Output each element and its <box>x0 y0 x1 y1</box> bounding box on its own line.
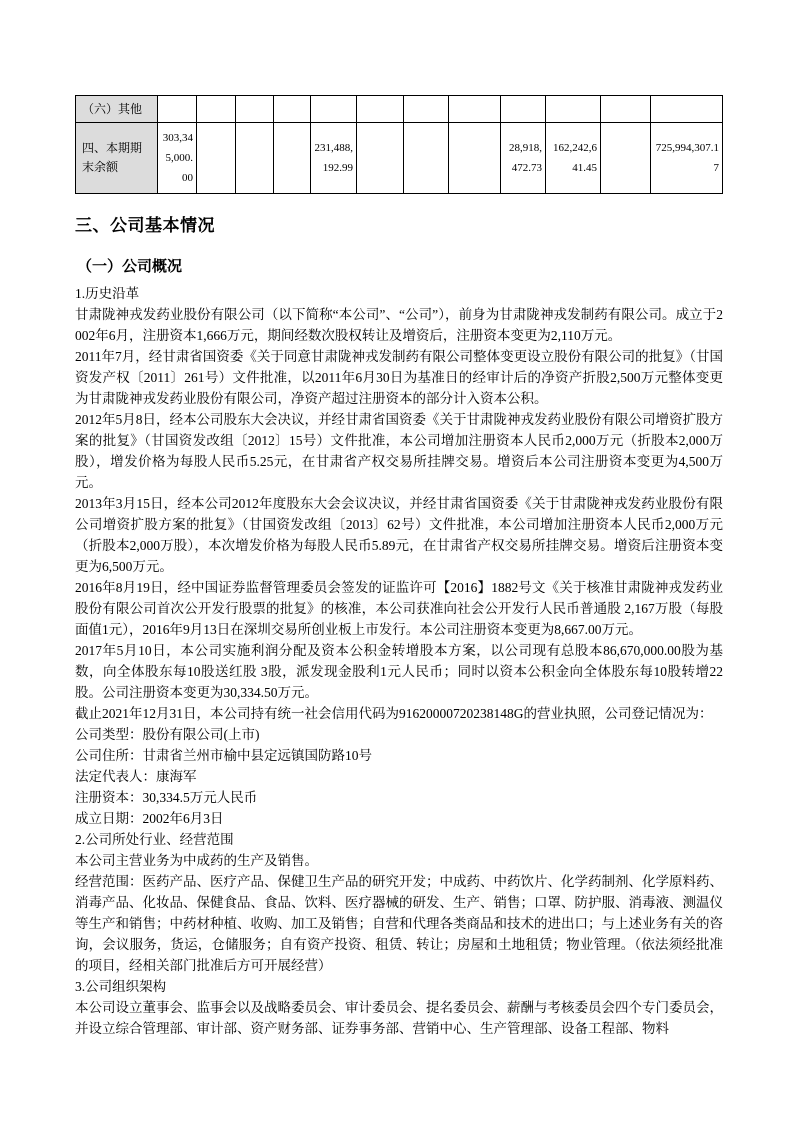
value-cell <box>501 96 546 123</box>
row-label-cell: （六）其他 <box>76 96 158 123</box>
paragraph: 甘肃陇神戎发药业股份有限公司（以下简称“本公司”、“公司”），前身为甘肃陇神戎发制药有限公司。成立于2002年6月，注册资本1,666万元，期间经数次股权转让及增资后，注册资本变更为2,110万元。 <box>75 307 723 343</box>
value-cell: 725,994,307.17 <box>651 123 723 194</box>
subsection-item-heading: 2.公司所处行业、经营范围 <box>75 832 234 847</box>
value-cell: 28,918,472.73 <box>501 123 546 194</box>
paragraph: 2017年5月10日，本公司实施利润分配及资本公积金转增股本方案，以公司现有总股本86,670,000.00股为基数，向全体股东每10股送红股 3股，派发现金股利1元人民币；同时以资本公积金向全体股东每10股转增22股。公司注册资本变更为30,334.50万元。 <box>75 643 723 700</box>
value-cell <box>404 123 449 194</box>
value-cell <box>158 96 197 123</box>
value-cell <box>404 96 449 123</box>
value-cell <box>651 96 723 123</box>
value-cell <box>274 96 311 123</box>
row-label-cell: 四、本期期末余额 <box>76 123 158 194</box>
paragraph: 截止2021年12月31日，本公司持有统一社会信用代码为91620000720238148G的营业执照，公司登记情况为： <box>75 706 713 721</box>
paragraph: 2013年3月15日，经本公司2012年度股东大会会议决议，并经甘肃省国资委《关于甘肃陇神戎发药业股份有限公司增资扩股方案的批复》（甘国资发改组〔2013〕62号）文件批准，本公司增加注册资本人民币2,000万元（折股本2,000万股），本次增发价格为每股人民币5.89元，在甘肃省产权交易所挂牌交易。增资后注册资本变更为6,500万元。 <box>75 496 723 574</box>
value-cell <box>197 96 236 123</box>
value-cell <box>236 96 274 123</box>
establish-date-line: 成立日期：2002年6月3日 <box>75 811 224 826</box>
value-cell <box>449 123 501 194</box>
value-cell <box>546 96 601 123</box>
value-cell <box>357 123 404 194</box>
table-row <box>76 96 723 123</box>
registered-capital-line: 注册资本：30,334.5万元人民币 <box>75 790 258 805</box>
value-cell <box>357 96 404 123</box>
table-row <box>76 123 723 194</box>
company-type-line: 公司类型：股份有限公司(上市) <box>75 727 260 742</box>
value-cell <box>601 123 651 194</box>
paragraph: 2011年7月，经甘肃省国资委《关于同意甘肃陇神戎发制药有限公司整体变更设立股份有限公司的批复》（甘国资发产权〔2011〕261号）文件批准，以2011年6月30日为基准日的经审计后的净资产折股2,500万元整体变更为甘肃陇神戎发药业股份有限公司，净资产超过注册资本的部分计入资本公积。 <box>75 349 723 406</box>
value-cell <box>449 96 501 123</box>
value-cell <box>236 123 274 194</box>
value-cell <box>274 123 311 194</box>
legal-representative-line: 法定代表人：康海军 <box>75 769 197 784</box>
value-cell <box>311 96 357 123</box>
subsection-item-heading: 3.公司组织架构 <box>75 979 167 994</box>
body-text <box>75 283 723 1039</box>
value-cell <box>601 96 651 123</box>
company-address-line: 公司住所：甘肃省兰州市榆中县定远镇国防路10号 <box>75 748 372 763</box>
paragraph: 本公司主营业务为中成药的生产及销售。 <box>75 853 318 868</box>
paragraph: 2016年8月19日，经中国证券监督管理委员会签发的证监许可【2016】1882号文《关于核准甘肃陇神戎发药业股份有限公司首次公开发行股票的批复》的核准，本公司获准向社会公开发行人民币普通股 2,167万股（每股面值1元），2016年9月13日在深圳交易所创业板上市发行。本公司注册资本变更为8,667.00万元。 <box>75 580 723 637</box>
paragraph: 经营范围：医药产品、医疗产品、保健卫生产品的研究开发；中成药、中药饮片、化学药制剂、化学原料药、消毒产品、化妆品、保健食品、食品、饮料、医疗器械的研发、生产、销售；口罩、防护服、消毒液、测温仪等生产和销售；中药材种植、收购、加工及销售；自营和代理各类商品和技术的进出口；与上述业务有关的咨询，会议服务，货运，仓储服务；自有资产投资、租赁、转让；房屋和土地租赁；物业管理。（依法须经批准的项目，经相关部门批准后方可开展经营） <box>75 874 723 973</box>
equity-table <box>75 95 723 194</box>
page-content <box>75 95 723 1039</box>
subsection-item-heading: 1.历史沿革 <box>75 286 140 301</box>
section-heading: 三、公司基本情况 <box>75 216 215 235</box>
paragraph: 2012年5月8日，经本公司股东大会决议，并经甘肃省国资委《关于甘肃陇神戎发药业股份有限公司增资扩股方案的批复》（甘国资发改组〔2012〕15号）文件批准，本公司增加注册资本人民币2,000万元（折股本2,000万股），增发价格为每股人民币5.25元，在甘肃省产权交易所挂牌交易。增资后本公司注册资本变更为4,500万元。 <box>75 412 723 490</box>
value-cell <box>197 123 236 194</box>
value-cell: 303,345,000.00 <box>158 123 197 194</box>
paragraph: 本公司设立董事会、监事会以及战略委员会、审计委员会、提名委员会、薪酬与考核委员会四个专门委员会，并设立综合管理部、审计部、资产财务部、证券事务部、营销中心、生产管理部、设备工程部、物料 <box>75 1000 723 1036</box>
value-cell: 231,488,192.99 <box>311 123 357 194</box>
subsection-heading: （一）公司概况 <box>77 259 183 275</box>
value-cell: 162,242,641.45 <box>546 123 601 194</box>
